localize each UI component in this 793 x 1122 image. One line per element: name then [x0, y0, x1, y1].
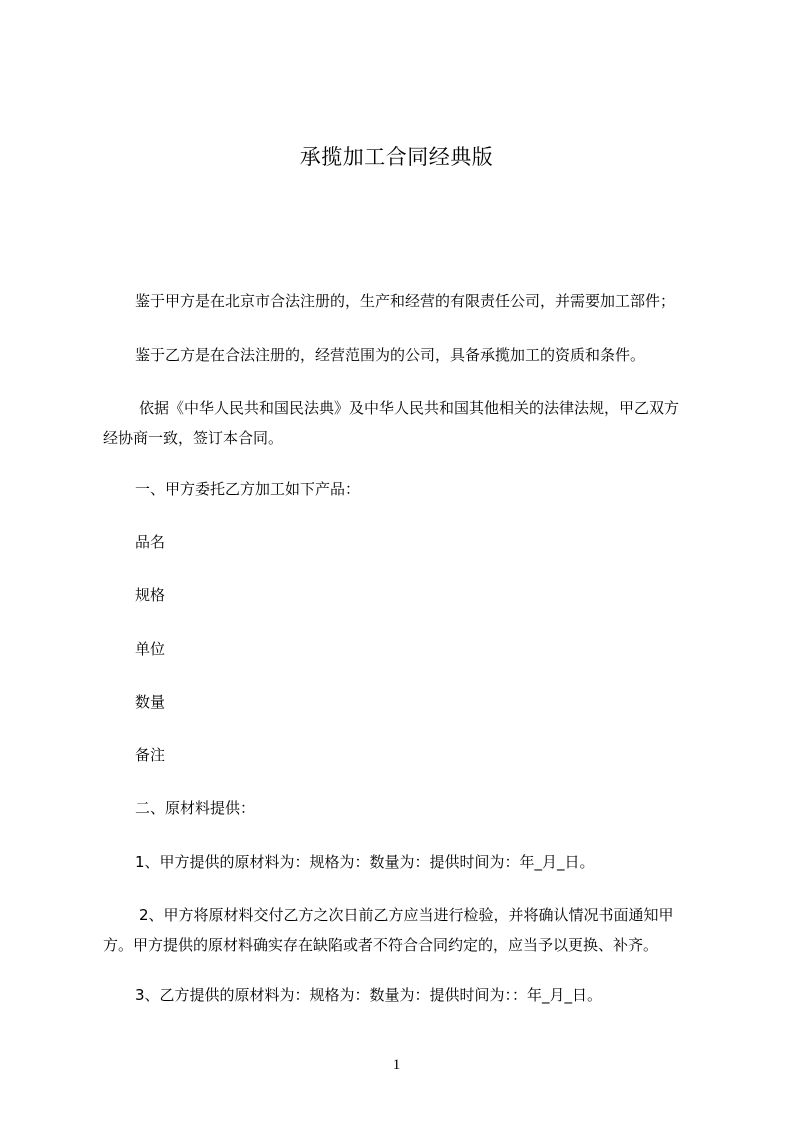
recital-paragraph-2: 鉴于乙方是在合法注册的，经营范围为的公司，具备承揽加工的资质和条件。: [135, 346, 646, 364]
product-field-unit: 单位: [135, 640, 166, 658]
section-heading-materials: 二、原材料提供：: [135, 799, 256, 817]
document-title: 承揽加工合同经典版: [299, 145, 494, 169]
page-number: 1: [392, 1057, 401, 1073]
product-field-name: 品名: [135, 533, 166, 551]
product-field-note: 备注: [135, 746, 166, 764]
clause-2: 2、甲方将原材料交付乙方之次日前乙方应当进行检验，并将确认情况书面通知甲方。甲方提供的原材料确实存在缺陷或者不符合合同约定的，应当予以更换、补齐。: [103, 906, 674, 954]
product-field-spec: 规格: [135, 586, 166, 604]
legal-basis-paragraph: 依据《中华人民共和国民法典》及中华人民共和国其他相关的法律法规，甲乙双方经协商一致，签订本合同。: [103, 399, 680, 447]
section-heading-products: 一、甲方委托乙方加工如下产品：: [135, 480, 361, 498]
clause-3: 3、乙方提供的原材料为：规格为：数量为：提供时间为：：年_月_日。: [135, 986, 603, 1004]
clause-1: 1、甲方提供的原材料为：规格为：数量为：提供时间为：年_月_日。: [135, 853, 595, 871]
product-field-quantity: 数量: [135, 693, 166, 711]
recital-paragraph-1: 鉴于甲方是在北京市合法注册的，生产和经营的有限责任公司，并需要加工部件；: [135, 292, 676, 310]
